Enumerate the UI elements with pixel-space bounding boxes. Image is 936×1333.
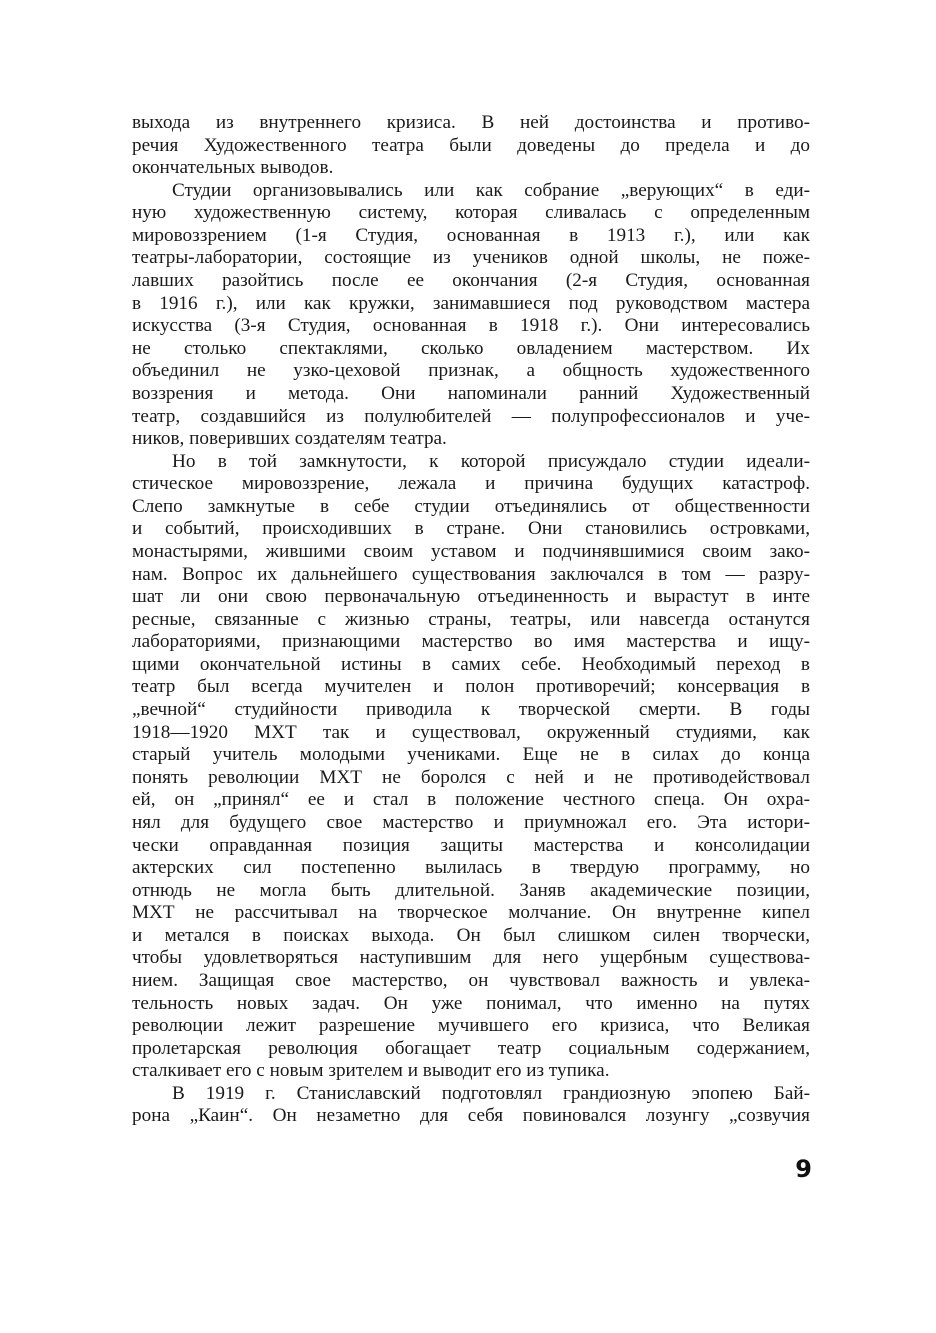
text-line: рона „Каин“. Он незаметно для себя повиновался лозунгу „созвучия [132, 1105, 810, 1127]
text-line: нял для будущего свое мастерство и приумножал его. Эта истори- [132, 811, 810, 833]
text-line: лабораториями, признающими мастерство во имя мастерства и ищу- [132, 631, 810, 653]
text-line: и метался в поисках выхода. Он был слишком силен творчески, [132, 924, 810, 946]
text-line: тельность новых задач. Он уже понимал, что именно на путях [132, 992, 810, 1014]
text-line: искусства (3-я Студия, основанная в 1918 г.). Они интересовались [132, 315, 810, 337]
text-line: революции лежит разрешение мучившего его кризиса, что Великая [132, 1015, 810, 1037]
text-line: щими окончательной истины в самих себе. Необходимый переход в [132, 653, 810, 675]
paragraph [132, 112, 810, 180]
text-line: ей, он „принял“ ее и стал в положение честного спеца. Он охра- [132, 789, 810, 811]
body-text [132, 112, 810, 1128]
text-line: нам. Вопрос их дальнейшего существования заключался в том — разру- [132, 563, 810, 585]
text-line: В 1919 г. Станиславский подготовлял грандиозную эпопею Бай- [172, 1082, 810, 1104]
text-line: в 1916 г.), или как кружки, занимавшиеся под руководством мастера [132, 292, 810, 314]
text-line: Но в той замкнутости, к которой присуждало студии идеали- [172, 450, 810, 472]
text-line: отнюдь не могла быть длительной. Заняв академические позиции, [132, 879, 810, 901]
text-line: и событий, происходивших в стране. Они становились островками, [132, 518, 810, 540]
text-line: чтобы удовлетворяться наступившим для него ущербным существова- [132, 947, 810, 969]
text-line: „вечной“ студийности приводила к творческой смерти. В годы [132, 699, 810, 721]
text-line: Слепо замкнутые в себе студии отъединялись от общественности [132, 495, 810, 517]
text-line: театр, создавшийся из полулюбителей — полупрофессионалов и уче- [132, 405, 810, 427]
text-line: воззрения и метода. Они напоминали ранний Художественный [132, 382, 810, 404]
text-line: объединил не узко-цеховой признак, а общность художественного [132, 360, 810, 382]
text-line: шат ли они свою первоначальную отъединенность и вырастут в инте [132, 586, 810, 608]
text-line: Студии организовывались или как собрание „верующих“ в еди- [172, 179, 810, 201]
page-number: 9 [795, 1155, 812, 1183]
text-line: театры-лаборатории, состоящие из учеников одной школы, не поже- [132, 247, 810, 269]
text-line: монастырями, жившими своим уставом и подчинявшимися своим зако- [132, 540, 810, 562]
text-line: пролетарская революция обогащает театр социальным содержанием, [132, 1037, 810, 1059]
text-line: старый учитель молодыми учениками. Еще не в силах до конца [132, 744, 810, 766]
text-line: понять революции МХТ не боролся с ней и не противодействовал [132, 766, 810, 788]
text-line: театр был всегда мучителен и полон противоречий; консервация в [132, 676, 810, 698]
text-line: ников, поверивших создателям театра. [132, 428, 447, 450]
text-line: ресные, связанные с жизнью страны, театры, или навсегда останутся [132, 608, 810, 630]
text-line: сталкивает его с новым зрителем и выводит его из тупика. [132, 1060, 610, 1082]
text-line: актерских сил постепенно вылилась в твердую программу, но [132, 857, 810, 879]
paragraph [132, 180, 810, 451]
text-line: окончательных выводов. [132, 157, 334, 179]
paragraph [132, 1083, 810, 1128]
paragraph [132, 451, 810, 1083]
text-line: 1918—1920 МХТ так и существовал, окруженный студиями, как [132, 721, 810, 743]
text-line: мировоззрением (1-я Студия, основанная в 1913 г.), или как [132, 224, 810, 246]
text-line: лавших разойтись после ее окончания (2-я Студия, основанная [132, 270, 810, 292]
text-line: нием. Защищая свое мастерство, он чувствовал важность и увлека- [132, 969, 810, 991]
text-line: стическое мировоззрение, лежала и причина будущих катастроф. [132, 473, 810, 495]
text-line: МХТ не рассчитывал на творческое молчание. Он внутренне кипел [132, 902, 810, 924]
text-line: чески оправданная позиция защиты мастерства и консолидации [132, 834, 810, 856]
text-line: выхода из внутреннего кризиса. В ней достоинства и противо- [132, 112, 810, 133]
text-line: не столько спектаклями, сколько овладением мастерством. Их [132, 337, 810, 359]
text-line: ную художественную систему, которая сливалась с определенным [132, 202, 810, 224]
text-line: речия Художественного театра были доведены до предела и до [132, 134, 810, 156]
